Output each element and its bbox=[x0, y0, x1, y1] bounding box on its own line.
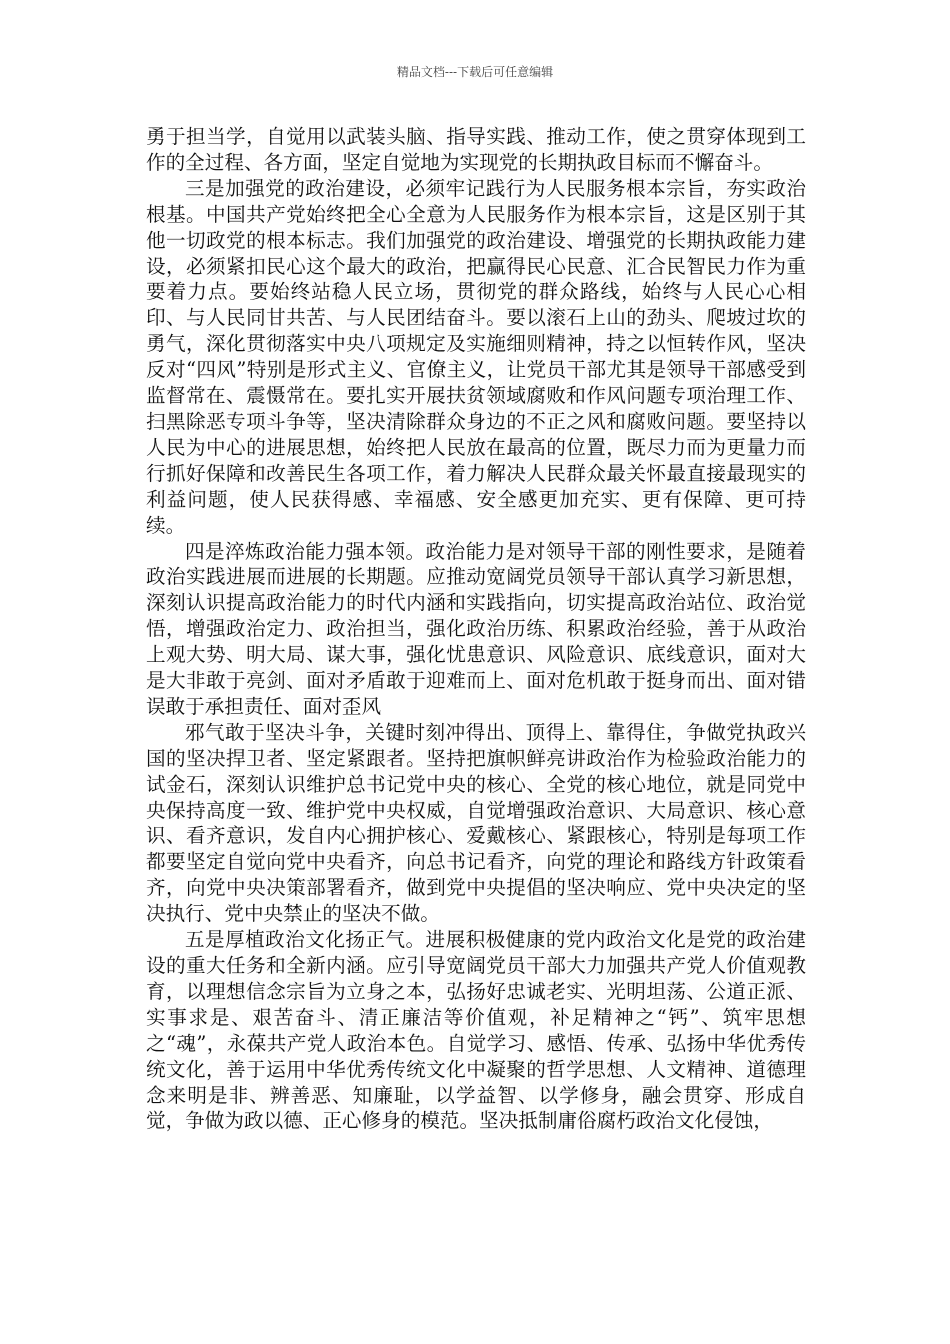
document-body bbox=[146, 124, 806, 1134]
page-header: 精品文档---下载后可任意编辑 bbox=[396, 65, 554, 79]
paragraph-five: 五是厚植政治文化扬正气。进展积极健康的党内政治文化是党的政治建设的重大任务和全新内涵。应引导宽阔党员干部大力加强共产党人价值观教育，以理想信念宗旨为立身之本，弘扬好忠诚老实、光明坦荡、公道正派、实事求是、艰苦奋斗、清正廉洁等价值观，补足精神之“钙”、筑牢思想之“魂”，永葆共产党人政治本色。自觉学习、感悟、传承、弘扬中华优秀传统文化，善于运用中华优秀传统文化中凝聚的哲学思想、人文精神、道德理念来明是非、辨善恶、知廉耻，以学益智、以学修身，融会贯穿、形成自觉，争做为政以德、正心修身的模范。坚决抵制庸俗腐朽政治文化侵蚀， bbox=[146, 928, 806, 1133]
paragraph-four-continued: 邪气敢于坚决斗争，关键时刻冲得出、顶得上、靠得住，争做党执政兴国的坚决捍卫者、坚定紧跟者。坚持把旗帜鲜亮讲政治作为检验政治能力的试金石，深刻认识维护总书记党中央的核心、全党的核心地位，就是同党中央保持高度一致、维护党中央权威，自觉增强政治意识、大局意识、核心意识、看齐意识，发自内心拥护核心、爱戴核心、紧跟核心，特别是每项工作都要坚定自觉向党中央看齐，向总书记看齐，向党的理论和路线方针政策看齐，向党中央决策部署看齐，做到党中央提倡的坚决响应、党中央决定的坚决执行、党中央禁止的坚决不做。 bbox=[146, 720, 806, 926]
paragraph-four: 四是淬炼政治能力强本领。政治能力是对领导干部的刚性要求，是随着政治实践进展而进展的长期题。应推动宽阔党员领导干部认真学习新思想，深刻认识提高政治能力的时代内涵和实践指向，切实提高政治站位、政治觉悟，增强政治定力、政治担当，强化政治历练、积累政治经验，善于从政治上观大势、明大局、谋大事，强化忧患意识、风险意识、底线意识，面对大是大非敢于亮剑、面对矛盾敢于迎难而上、面对危机敢于挺身而出、面对错误敢于承担责任、面对歪风 bbox=[146, 539, 806, 718]
paragraph-continuation: 勇于担当学，自觉用以武装头脑、指导实践、推动工作，使之贯穿体现到工作的全过程、各方面，坚定自觉地为实现党的长期执政目标而不懈奋斗。 bbox=[146, 125, 806, 174]
paragraph-three: 三是加强党的政治建设，必须牢记践行为人民服务根本宗旨，夯实政治根基。中国共产党始终把全心全意为人民服务作为根本宗旨，这是区别于其他一切政党的根本标志。我们加强党的政治建设、增强党的长期执政能力建设，必须紧扣民心这个最大的政治，把赢得民心民意、汇合民智民力作为重要着力点。要始终站稳人民立场，贯彻党的群众路线，始终与人民心心相印、与人民同甘共苦、与人民团结奋斗。要以滚石上山的劲头、爬坡过坎的勇气，深化贯彻落实中央八项规定及实施细则精神，持之以恒转作风，坚决反对“四风”特别是形式主义、官僚主义，让党员干部尤其是领导干部感受到监督常在、震慑常在。要扎实开展扶贫领域腐败和作风问题专项治理工作、扫黑除恶专项斗争等，坚决清除群众身边的不正之风和腐败问题。要坚持以人民为中心的进展思想，始终把人民放在最高的位置，既尽力而为更量力而行抓好保障和改善民生各项工作，着力解决人民群众最关怀最直接最现实的利益问题，使人民获得感、幸福感、安全感更加充实、更有保障、更可持续。 bbox=[146, 176, 806, 537]
